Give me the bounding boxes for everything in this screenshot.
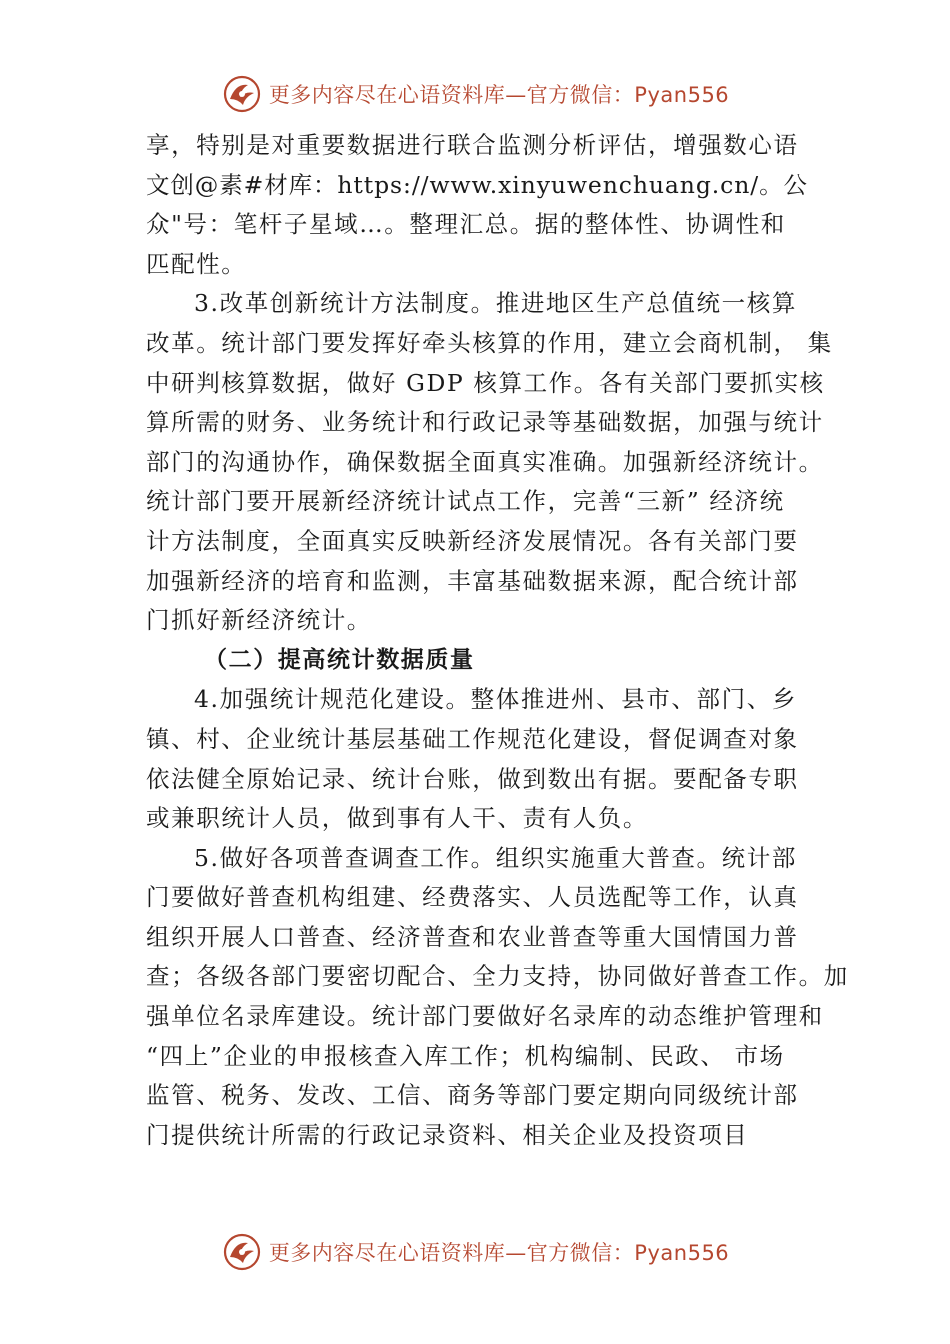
text-line: 组织开展人口普查、经济普查和农业普查等重大国情国力普 [146,922,799,951]
section-heading: （二）提高统计数据质量 [204,646,475,673]
text-line: 门提供统计所需的行政记录资料、相关企业及投资项目 [146,1120,749,1149]
text-line: 或兼职统计人员，做到事有人干、责有人负。 [146,804,648,833]
text-line: 门要做好普查机构组建、经费落实、人员选配等工作，认真 [146,883,799,912]
flower-logo-icon [221,73,263,115]
watermark-text: 更多内容尽在心语资料库—官方微信：Pyan556 [268,1241,730,1265]
text-line: 依法健全原始记录、统计台账，做到数出有据。要配备专职 [146,764,799,793]
text-line: 加强新经济的培育和监测，丰富基础数据来源，配合统计部 [146,566,799,595]
text-line: “四上”企业的申报核查入库工作；机构编制、民政、 市场 [146,1041,785,1070]
footer-watermark [0,1228,950,1276]
flower-logo-icon [221,1231,263,1273]
paragraph-4-start: 4.加强统计规范化建设。整体推进州、县市、部门、乡 [194,685,797,714]
text-line: 匹配性。 [146,249,247,278]
text-line: 文创@素#材库：https://www.xinyuwenchuang.cn/。公 [146,170,808,199]
text-line: 中研判核算数据，做好 GDP 核算工作。各有关部门要抓实核 [146,368,825,397]
text-line: 强单位名录库建设。统计部门要做好名录库的动态维护管理和 [146,1002,824,1031]
text-line: 门抓好新经济统计。 [146,606,372,635]
text-line: 部门的沟通协作，确保数据全面真实准确。加强新经济统计。 [146,447,824,476]
header-watermark [0,70,950,118]
text-line: 镇、村、企业统计基层基础工作规范化建设，督促调查对象 [146,724,799,753]
text-line: 算所需的财务、业务统计和行政记录等基础数据，加强与统计 [146,408,824,437]
text-line: 众"号：笔杆子星域…。整理汇总。据的整体性、协调性和 [146,210,786,239]
text-line: 查；各级各部门要密切配合、全力支持，协同做好普查工作。加 [146,962,849,991]
paragraph-5-start: 5.做好各项普查调查工作。组织实施重大普查。统计部 [194,843,797,872]
text-line: 监管、税务、发改、工信、商务等部门要定期向同级统计部 [146,1081,799,1110]
text-line: 改革。统计部门要发挥好牵头核算的作用，建立会商机制， 集 [146,328,833,357]
paragraph-3-start: 3.改革创新统计方法制度。推进地区生产总值统一核算 [194,289,797,318]
text-line: 计方法制度，全面真实反映新经济发展情况。各有关部门要 [146,526,799,555]
text-line: 享，特别是对重要数据进行联合监测分析评估，增强数心语 [146,131,799,159]
text-line: 统计部门要开展新经济统计试点工作，完善“三新” 经济统 [146,487,785,516]
watermark-text: 更多内容尽在心语资料库—官方微信：Pyan556 [268,83,730,107]
document-body [146,126,849,1155]
